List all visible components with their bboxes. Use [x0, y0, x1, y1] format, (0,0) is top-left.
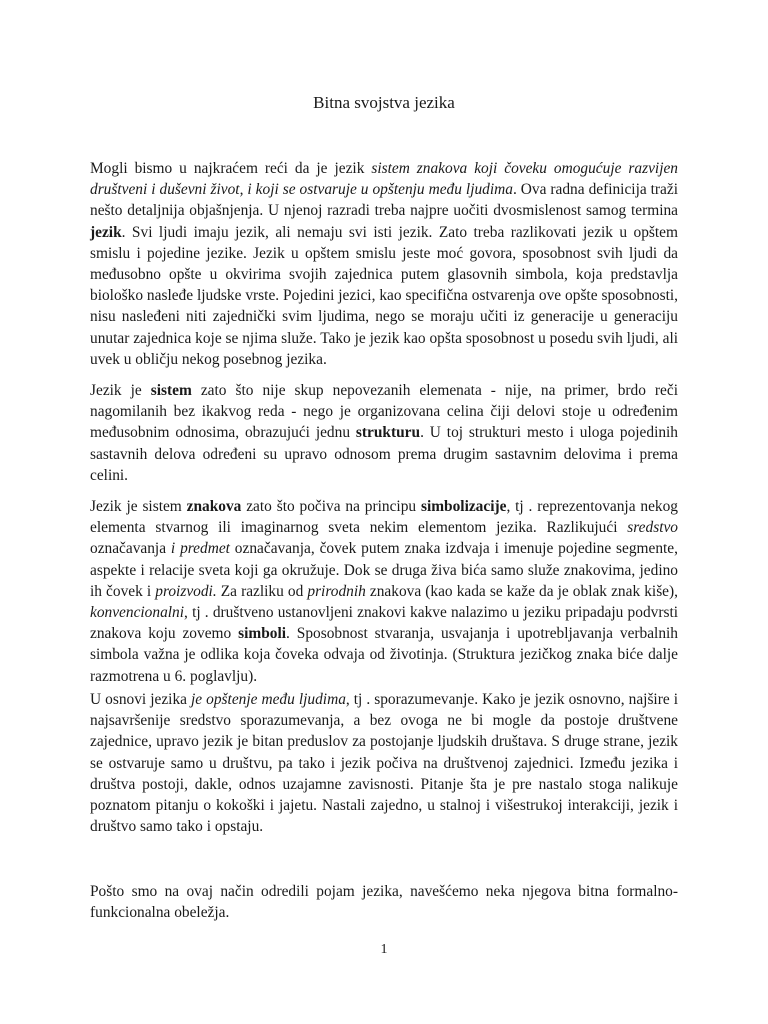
text-run: označavanja, čovek putem znaka izdvaja i imenuje pojedine segmente, aspekte i relacije sveta koji ga okružuje. Dok se druga živa bića samo služe znakovima, jedino ih čovek i	[90, 540, 678, 600]
text-run: znakova (kao kada se kaže da je oblak znak kiše),	[365, 582, 678, 600]
text-run: zato što nije skup nepovezanih elemenata - nije, na primer, brdo reči nagomilanih bez ikakvog reda - nego je organizovana celina čiji delovi stoje u određenim međusobnim odnosima, obrazujući jednu	[90, 382, 678, 442]
text-run: Pošto smo na ovaj način odredili pojam jezika, navešćemo neka njegova bitna formalno-funkcionalna obeležja.	[90, 883, 678, 922]
paragraph-2	[90, 380, 678, 486]
text-run: Jezik je sistem	[90, 498, 187, 515]
text-run: označavanja	[90, 540, 171, 558]
text-run: . Sposobnost stvaranja, usvajanja i upotrebljavanja verbalnih simbola važna je odlika koja čoveka odvaja od životinja. (Struktura jezičkog znaka biće dalje razmotrena u 6. poglavlju).	[90, 625, 678, 685]
bold-term: sistem	[150, 382, 192, 399]
bold-term: jezik	[90, 223, 122, 241]
bold-term: simboli	[238, 625, 287, 643]
paragraph-3	[90, 496, 678, 687]
bold-term: strukturu	[355, 424, 421, 442]
text-run: Za razliku od	[216, 582, 308, 600]
italic-phrase: proizvodi.	[155, 582, 217, 600]
document-title: Bitna svojstva jezika	[313, 93, 455, 112]
bold-term: simbolizacije	[420, 498, 507, 515]
page-number: 1	[380, 942, 388, 957]
bold-term: znakova	[186, 498, 242, 515]
text-run: Mogli bismo u najkraćem reći da je jezik	[90, 160, 372, 177]
text-run: Jezik je	[90, 382, 151, 399]
text-run: , tj . sporazumevanje. Kako je jezik osnovno, najšire i najsavršenije sredstvo sporazumevanja, a bez ovoga ne bi mogle da postoje društvene zajednice, upravo jezik je bitan preduslov za postojanje ljudskih društava. S druge strane, jezik se ostvaruje samo u društvu, pa tako i jezik počiva na društvenoj zajednici. Između jezika i društva postoji, dakle, odnos uzajamne zavisnosti. Pitanje šta je pre nastalo stoga nalikuje poznatom pitanju o kokoški i jajetu. Nastali zajedno, u stalnoj i višestrukoj interakciji, jezik i društvo samo tako i opstaju.	[90, 691, 678, 836]
paragraph-4	[90, 689, 678, 837]
paragraph-1	[90, 158, 678, 370]
italic-phrase: i predmet	[170, 540, 230, 558]
italic-phrase: je opštenje među ljudima	[191, 691, 346, 708]
italic-phrase: sredstvo	[627, 519, 678, 537]
text-run: . Ova radna definicija traži nešto detaljnija objašnjenja. U njenoj razradi treba najpre uočiti dvosmislenost samog termina	[90, 181, 678, 220]
text-run: , tj . društveno ustanovljeni znakovi kakve nalazimo u jeziku pripadaju podvrsti znakova koju zovemo	[90, 604, 678, 643]
text-run: , tj . reprezentovanja nekog elementa stvarnog ili imaginarnog sveta nekim elementom jezika. Razlikujući	[90, 498, 678, 537]
italic-phrase: sistem znakova koji čoveku omogućuje razvijen društveni i duševni život, i koji se ostvaruje u opštenju među ljudima	[90, 160, 678, 199]
text-run: . Svi ljudi imaju jezik, ali nemaju svi isti jezik. Zato treba razlikovati jezik u opštem smislu i pojedine jezike. Jezik u opštem smislu jeste moć govora, sposobnost svih ljudi da međusobno opšte u okvirima svojih zajednica putem glasovnih simbola, koja predstavlja biološko nasleđe ljudske vrste. Pojedini jezici, kao specifična ostvarenja ove opšte sposobnosti, nisu nasleđeni niti zajednički svim ljudima, nego se moraju učiti iz generacije u generaciju unutar zajednica koje se njima služe. Tako je jezik kao opšta sposobnost u posedu svih ljudi, ali uvek u obličju nekog posebnog jezika.	[90, 223, 678, 368]
paragraph-5	[90, 881, 678, 923]
text-run: . U toj strukturi mesto i uloga pojedinih sastavnih delova određeni su upravo odnosom prema drugim sastavnim delovima i prema celini.	[90, 424, 679, 484]
text-run: zato što počiva na principu	[241, 498, 421, 515]
text-run: U osnovi jezika	[90, 691, 192, 708]
italic-phrase: prirodnih	[307, 582, 366, 600]
italic-phrase: konvencionalni	[90, 604, 185, 622]
